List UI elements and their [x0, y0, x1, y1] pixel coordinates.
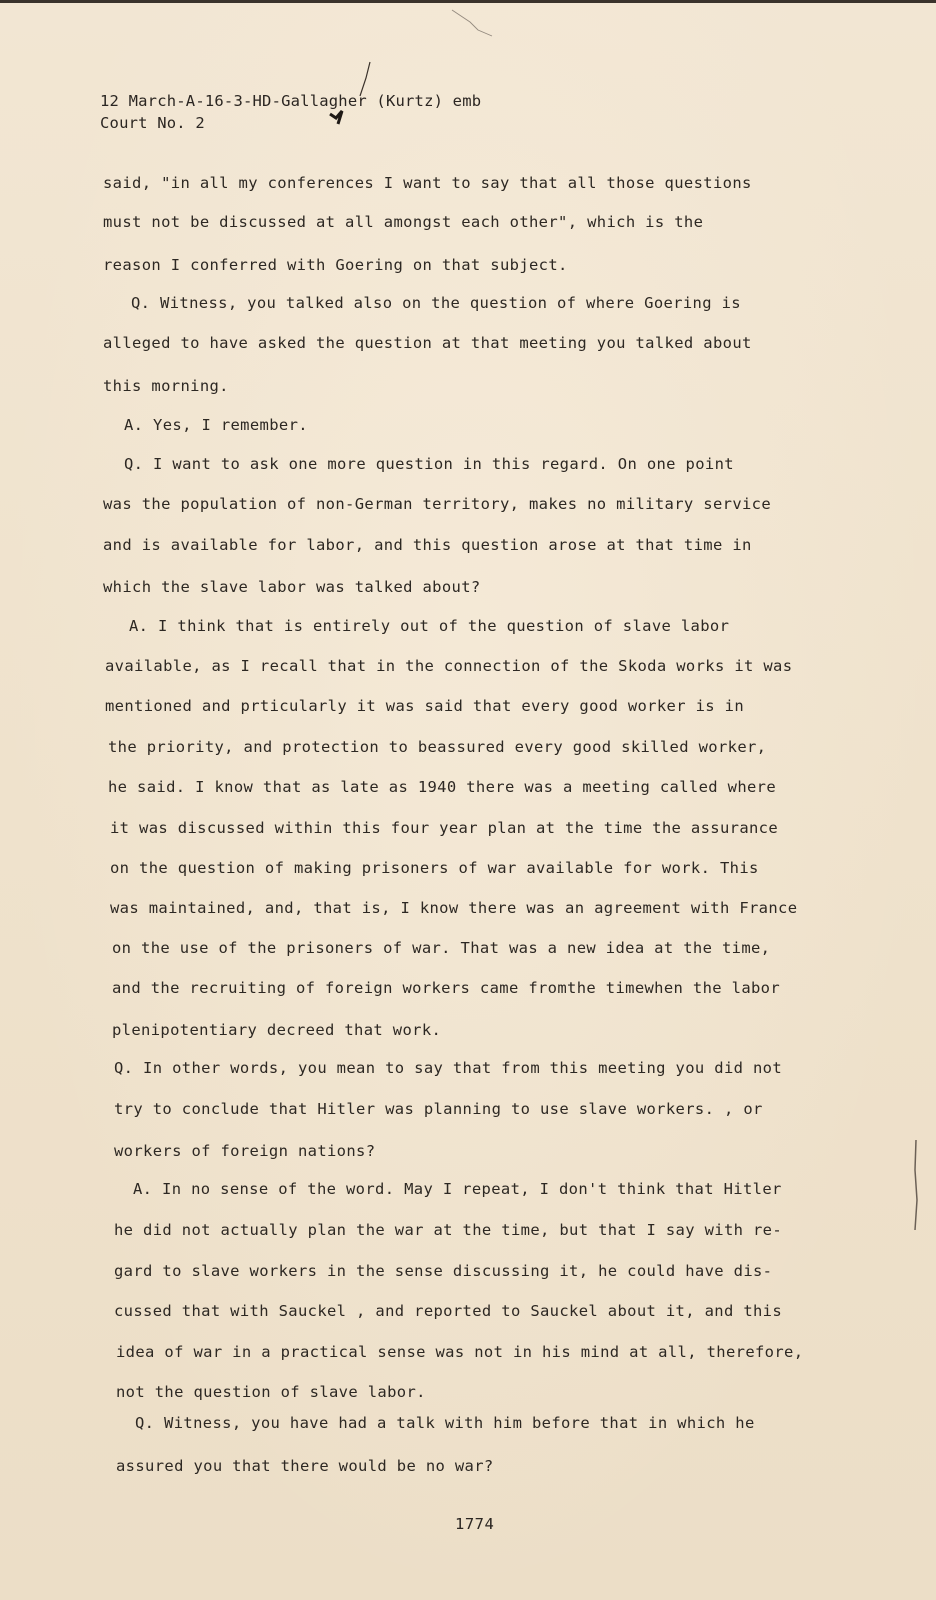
text-line: Q. I want to ask one more question in this regard. On one point — [124, 455, 734, 473]
text-line: A. Yes, I remember. — [124, 416, 308, 434]
text-line: and is available for labor, and this question arose at that time in — [103, 536, 752, 554]
text-line: plenipotentiary decreed that work. — [112, 1021, 442, 1039]
text-line: the priority, and protection to beassured every good skilled worker, — [108, 738, 767, 756]
text-line: A. I think that is entirely out of the question of slave labor — [129, 617, 730, 635]
page-number: 1774 — [455, 1515, 495, 1533]
text-line: this morning. — [103, 377, 229, 395]
text-line: assured you that there would be no war? — [116, 1457, 494, 1475]
text-line: alleged to have asked the question at that meeting you talked about — [103, 334, 752, 352]
text-line: A. In no sense of the word. May I repeat, I don't think that Hitler — [133, 1180, 782, 1198]
text-line: try to conclude that Hitler was planning to use slave workers. , or — [114, 1100, 763, 1118]
text-line: idea of war in a practical sense was not in his mind at all, therefore, — [116, 1343, 804, 1361]
edge-mark — [910, 1130, 930, 1240]
text-line: cussed that with Sauckel , and reported to Sauckel about it, and this — [114, 1302, 783, 1320]
text-line: said, "in all my conferences I want to say that all those questions — [103, 174, 752, 192]
text-line: it was discussed within this four year plan at the time the assurance — [110, 819, 779, 837]
text-line: and the recruiting of foreign workers came fromthe timewhen the labor — [112, 979, 781, 997]
text-line: not the question of slave labor. — [116, 1383, 426, 1401]
text-line: Q. In other words, you mean to say that from this meeting you did not — [114, 1059, 783, 1077]
text-line: gard to slave workers in the sense discussing it, he could have dis- — [114, 1262, 773, 1280]
text-line: Q. Witness, you talked also on the question of where Goering is — [131, 294, 741, 312]
text-line: Q. Witness, you have had a talk with him before that in which he — [135, 1414, 755, 1432]
text-line: which the slave labor was talked about? — [103, 578, 481, 596]
text-line: workers of foreign nations? — [114, 1142, 376, 1160]
text-line: must not be discussed at all amongst each other", which is the — [103, 213, 704, 231]
text-line: was the population of non-German territory, makes no military service — [103, 495, 772, 513]
text-line: he did not actually plan the war at the time, but that I say with re- — [114, 1221, 783, 1239]
text-line: available, as I recall that in the connection of the Skoda works it was — [105, 657, 793, 675]
text-line: he said. I know that as late as 1940 there was a meeting called where — [108, 778, 777, 796]
header-court: Court No. 2 — [100, 114, 205, 132]
header-reference: 12 March-A-16-3-HD-Gallagher (Kurtz) emb — [100, 92, 482, 110]
text-line: on the use of the prisoners of war. That was a new idea at the time, — [112, 939, 771, 957]
text-line: was maintained, and, that is, I know there was an agreement with France — [110, 899, 798, 917]
text-line: on the question of making prisoners of war available for work. This — [110, 859, 759, 877]
document-header — [100, 90, 481, 134]
text-line: reason I conferred with Goering on that subject. — [103, 256, 568, 274]
text-line: mentioned and prticularly it was said that every good worker is in — [105, 697, 744, 715]
